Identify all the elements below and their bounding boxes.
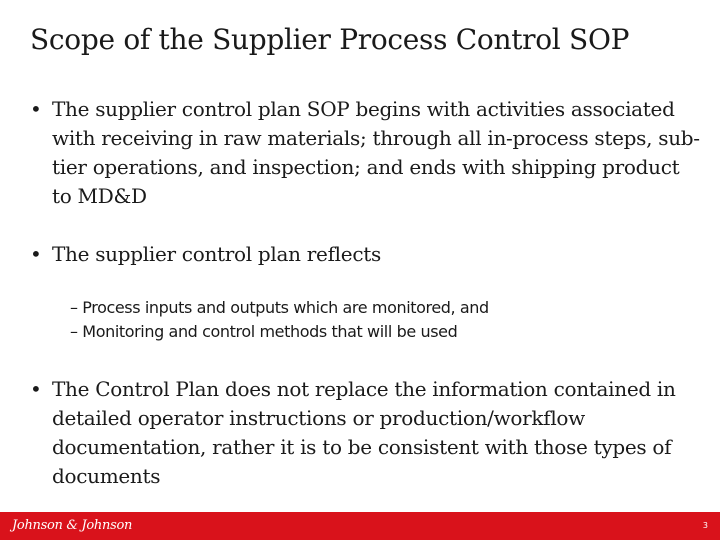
- company-logo: Johnson & Johnson: [12, 518, 133, 533]
- bullet-glyph: •: [30, 377, 42, 401]
- bullet-item-2: [30, 240, 702, 269]
- sub-bullet-item: – Monitoring and control methods that will be used: [70, 322, 458, 341]
- bullet-item-1: [30, 95, 702, 211]
- footer-bar: [0, 512, 720, 540]
- bullet-text: The supplier control plan reflects: [52, 242, 381, 266]
- bullet-text: The Control Plan does not replace the information contained in detailed operator instructions or production/workflow documentation, rather it is to be consistent with those types of documents: [52, 377, 676, 488]
- bullet-glyph: •: [30, 242, 42, 266]
- bullet-glyph: •: [30, 97, 42, 121]
- sub-bullet-list: [70, 296, 670, 344]
- page-number: 3: [702, 521, 708, 530]
- bullet-text: The supplier control plan SOP begins with activities associated with receiving in raw materials; through all in‐process steps, sub‐tier operations, and inspection; and ends with shipping product to MD&D: [52, 97, 700, 208]
- slide-title: Scope of the Supplier Process Control SOP: [30, 23, 630, 56]
- bullet-item-3: [30, 375, 702, 491]
- sub-bullet-item: – Process inputs and outputs which are monitored, and: [70, 298, 489, 317]
